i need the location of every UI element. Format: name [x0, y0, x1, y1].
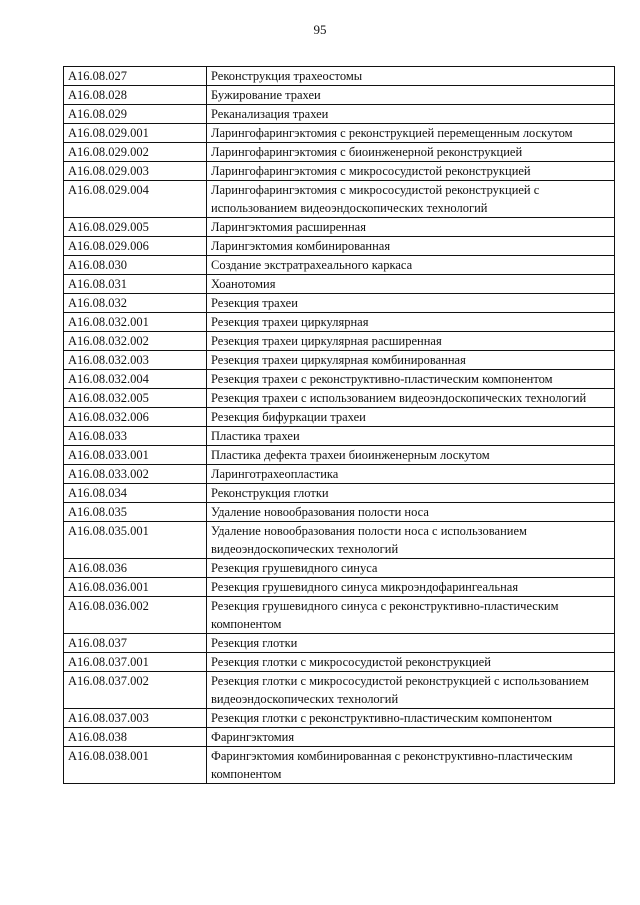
table-row [64, 522, 615, 559]
procedure-name: Пластика трахеи [207, 427, 615, 446]
procedure-code: A16.08.034 [64, 484, 207, 503]
table-row [64, 256, 615, 275]
procedure-code: A16.08.038.001 [64, 747, 207, 784]
procedure-name: Ларингофарингэктомия с реконструкцией перемещенным лоскутом [207, 124, 615, 143]
procedure-code: A16.08.036.002 [64, 597, 207, 634]
procedure-name: Пластика дефекта трахеи биоинженерным лоскутом [207, 446, 615, 465]
procedure-code: A16.08.033.002 [64, 465, 207, 484]
procedure-code: A16.08.031 [64, 275, 207, 294]
procedure-name: Резекция глотки с микрососудистой реконструкцией [207, 653, 615, 672]
procedure-code: A16.08.032.006 [64, 408, 207, 427]
table-row [64, 578, 615, 597]
procedure-code: A16.08.032.002 [64, 332, 207, 351]
procedure-name: Резекция грушевидного синуса [207, 559, 615, 578]
table-row [64, 351, 615, 370]
procedure-name: Резекция трахеи циркулярная [207, 313, 615, 332]
procedure-name: Резекция глотки с микрососудистой реконструкцией с использованием видеоэндоскопических технологий [207, 672, 615, 709]
procedure-name: Резекция трахеи [207, 294, 615, 313]
procedure-code: A16.08.036 [64, 559, 207, 578]
table-row [64, 559, 615, 578]
table-row [64, 465, 615, 484]
procedure-code: A16.08.029.005 [64, 218, 207, 237]
procedure-name: Резекция глотки [207, 634, 615, 653]
table-row [64, 709, 615, 728]
procedure-name: Реканализация трахеи [207, 105, 615, 124]
procedure-code: A16.08.032.005 [64, 389, 207, 408]
table-row [64, 124, 615, 143]
table-row [64, 294, 615, 313]
procedure-name: Ларингэктомия комбинированная [207, 237, 615, 256]
table-row [64, 313, 615, 332]
procedure-code: A16.08.028 [64, 86, 207, 105]
table-row [64, 105, 615, 124]
table-row [64, 653, 615, 672]
procedure-name: Удаление новообразования полости носа с использованием видеоэндоскопических технологий [207, 522, 615, 559]
procedure-name: Удаление новообразования полости носа [207, 503, 615, 522]
table-row [64, 275, 615, 294]
procedure-code: A16.08.029.004 [64, 181, 207, 218]
procedure-code: A16.08.037.001 [64, 653, 207, 672]
procedure-code: A16.08.029 [64, 105, 207, 124]
procedure-code: A16.08.030 [64, 256, 207, 275]
table-row [64, 747, 615, 784]
procedure-name: Ларингэктомия расширенная [207, 218, 615, 237]
procedure-code: A16.08.035 [64, 503, 207, 522]
table-row [64, 218, 615, 237]
table-body [64, 67, 615, 784]
procedure-code: A16.08.032.004 [64, 370, 207, 389]
table-row [64, 181, 615, 218]
procedure-name: Резекция глотки с реконструктивно-пластическим компонентом [207, 709, 615, 728]
procedure-name: Создание экстратрахеального каркаса [207, 256, 615, 275]
procedure-name: Резекция грушевидного синуса с реконструктивно-пластическим компонентом [207, 597, 615, 634]
procedure-name: Резекция трахеи циркулярная расширенная [207, 332, 615, 351]
procedure-name: Реконструкция глотки [207, 484, 615, 503]
table-row [64, 67, 615, 86]
procedure-name: Резекция бифуркации трахеи [207, 408, 615, 427]
procedure-code: A16.08.029.006 [64, 237, 207, 256]
procedure-code: A16.08.035.001 [64, 522, 207, 559]
procedure-name: Резекция трахеи с использованием видеоэндоскопических технологий [207, 389, 615, 408]
procedure-name: Резекция грушевидного синуса микроэндофарингеальная [207, 578, 615, 597]
table-row [64, 597, 615, 634]
table-row [64, 446, 615, 465]
procedure-code: A16.08.027 [64, 67, 207, 86]
procedure-name: Бужирование трахеи [207, 86, 615, 105]
procedure-name: Фарингэктомия [207, 728, 615, 747]
procedure-name: Хоанотомия [207, 275, 615, 294]
table-row [64, 634, 615, 653]
procedure-code: A16.08.029.001 [64, 124, 207, 143]
procedure-code: A16.08.037.002 [64, 672, 207, 709]
table-row [64, 143, 615, 162]
procedure-code: A16.08.032.003 [64, 351, 207, 370]
procedure-codes-table [63, 66, 615, 784]
procedure-code: A16.08.036.001 [64, 578, 207, 597]
table-row [64, 427, 615, 446]
procedure-code: A16.08.029.003 [64, 162, 207, 181]
procedure-name: Ларингофарингэктомия с микрососудистой реконструкцией [207, 162, 615, 181]
page-number: 95 [313, 22, 327, 37]
procedure-code: A16.08.029.002 [64, 143, 207, 162]
procedure-name: Резекция трахеи с реконструктивно-пластическим компонентом [207, 370, 615, 389]
table-row [64, 484, 615, 503]
procedure-code: A16.08.033.001 [64, 446, 207, 465]
procedure-code: A16.08.032 [64, 294, 207, 313]
table-row [64, 503, 615, 522]
table-row [64, 672, 615, 709]
procedure-name: Реконструкция трахеостомы [207, 67, 615, 86]
procedure-code: A16.08.032.001 [64, 313, 207, 332]
table-row [64, 408, 615, 427]
table-row [64, 389, 615, 408]
procedure-code: A16.08.037.003 [64, 709, 207, 728]
table-row [64, 370, 615, 389]
procedure-name: Фарингэктомия комбинированная с реконструктивно-пластическим компонентом [207, 747, 615, 784]
procedure-code: A16.08.037 [64, 634, 207, 653]
procedure-name: Резекция трахеи циркулярная комбинированная [207, 351, 615, 370]
table-row [64, 86, 615, 105]
procedure-name: Ларингофарингэктомия с биоинженерной реконструкцией [207, 143, 615, 162]
table-row [64, 162, 615, 181]
procedure-name: Ларингофарингэктомия с микрососудистой реконструкцией с использованием видеоэндоскопических технологий [207, 181, 615, 218]
table-row [64, 237, 615, 256]
procedure-code: A16.08.038 [64, 728, 207, 747]
procedure-code: A16.08.033 [64, 427, 207, 446]
procedure-name: Ларинготрахеопластика [207, 465, 615, 484]
table-row [64, 332, 615, 351]
table-row [64, 728, 615, 747]
